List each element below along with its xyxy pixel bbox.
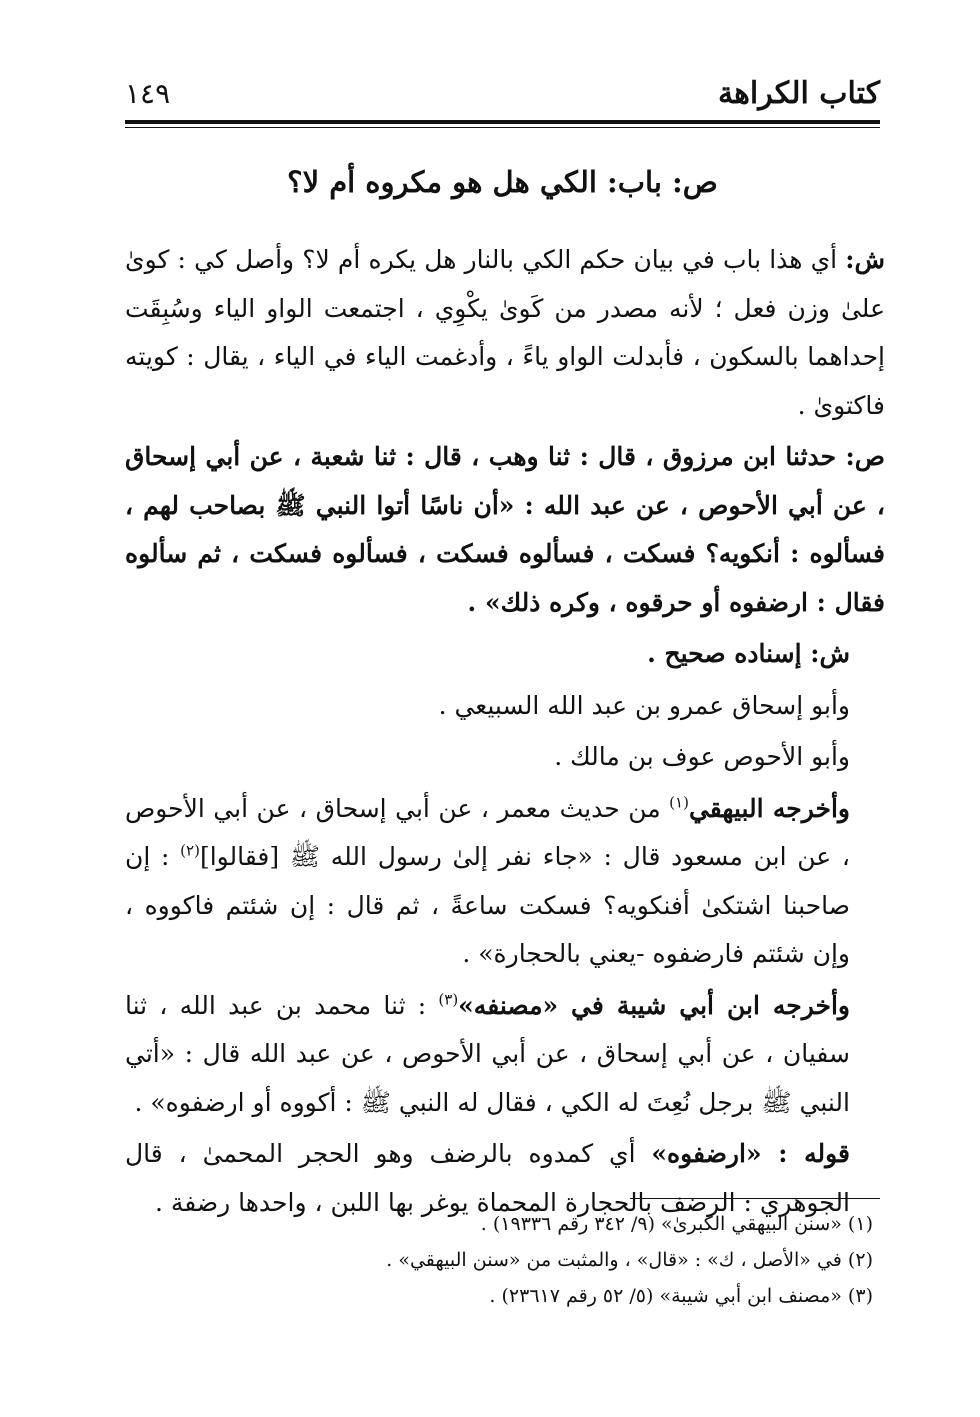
footnote-rule <box>630 1198 880 1199</box>
paragraph-bayhaqi <box>125 785 885 979</box>
paragraph-lead: وأخرجه ابن أبي شيبة في «مصنفه» <box>458 990 850 1020</box>
header-rule-thin <box>125 127 880 128</box>
paragraph-text: حدثنا ابن مرزوق ، قال : ثنا وهب ، قال : ثنا شعبة ، عن أبي إسحاق ، عن أبي الأحوص ، عن عبد الله : «أن ناسًا أتوا النبي ﷺ بصاحب لهم ، فسألوه : أنكويه؟ فسكت ، فسألوه فسكت ، فسألوه فسكت ، ثم سألوه فقال : ارضفوه أو حرقوه ، وكره ذلك» . <box>125 442 885 617</box>
paragraph-lead: وأخرجه البيهقي <box>688 793 850 823</box>
footnote-marker: (٢) <box>180 841 200 860</box>
paragraph-text: إسناده صحيح . <box>647 639 811 668</box>
paragraph-narrator-1 <box>125 682 885 731</box>
paragraph-text: وأبو إسحاق عمرو بن عبد الله السبيعي . <box>438 690 850 720</box>
paragraph-lead: ش: <box>810 639 850 668</box>
paragraph-text: أي هذا باب في بيان حكم الكي بالنار هل يكره أم لا؟ وأصل كي : كوىٰ علىٰ وزن فعل ؛ لأنه مصدر من كَوىٰ يكْوِي ، اجتمعت الواو الياء وسُبِقَت إحداهما بالسكون ، فأبدلت الواو ياءً ، وأدغمت الياء في الياء ، يقال : كويته فاكتوىٰ . <box>125 245 885 420</box>
page-number: ١٤٩ <box>125 77 171 110</box>
paragraph-text: من حديث معمر ، عن أبي إسحاق ، عن أبي الأحوص ، عن ابن مسعود قال : «جاء نفر إلىٰ رسول الله ﷺ [فقالوا] <box>125 793 851 871</box>
paragraph-explanation <box>125 236 885 430</box>
footnote: (٢) في «الأصل ، ك» : «قال» ، والمثبت من «سنن البيهقي» . <box>386 1249 873 1271</box>
footnote: (١) «سنن البيهقي الكبرىٰ» (٩/ ٣٤٢ رقم ١٩٣٣٦) . <box>480 1213 873 1235</box>
paragraph-isnad <box>125 630 885 679</box>
paragraph-lead: ص: <box>845 442 885 471</box>
paragraph-text: : إن صاحبنا اشتكىٰ أفنكويه؟ فسكت ساعةً ، ثم قال : إن شئتم فاكووه ، وإن شئتم فارضفوه -يعني بالحجارة» . <box>125 842 850 968</box>
paragraph-text: أي كمدوه بالرضف وهو الحجر المحمىٰ ، قال الجوهري : الرضف بالحجارة المحماة يوغر بها اللبن ، واحدها رضفة . <box>125 1139 850 1217</box>
paragraph-lead: ش: <box>845 245 885 274</box>
footnote: (٣) «مصنف ابن أبي شيبة» (٥/ ٥٢ رقم ٢٣٦١٧) . <box>489 1285 873 1307</box>
footnotes <box>125 1206 885 1314</box>
footnote-marker: (١) <box>669 793 689 812</box>
book-section-title: كتاب الكراهة <box>718 76 880 111</box>
chapter-heading: ص: باب: الكي هل هو مكروه أم لا؟ <box>287 165 718 199</box>
paragraph-hadith <box>125 433 885 627</box>
main-text <box>125 236 885 1230</box>
paragraph-narrator-2 <box>125 733 885 782</box>
paragraph-text: وأبو الأحوص عوف بن مالك . <box>554 742 850 771</box>
footnote-marker: (٣) <box>438 990 459 1009</box>
paragraph-lead: قوله : «ارضفوه» <box>651 1139 850 1168</box>
paragraph-ibn-abi-shayba <box>125 982 885 1128</box>
paragraph-text: : ثنا محمد بن عبد الله ، ثنا سفيان ، عن أبي إسحاق ، عن أبي الأحوص ، عن عبد الله قال : «أتي النبي ﷺ برجل نُعِتَ له الكي ، فقال له النبي ﷺ : أكووه أو ارضفوه» . <box>125 990 850 1117</box>
running-header <box>125 58 880 114</box>
header-rule <box>125 120 880 124</box>
